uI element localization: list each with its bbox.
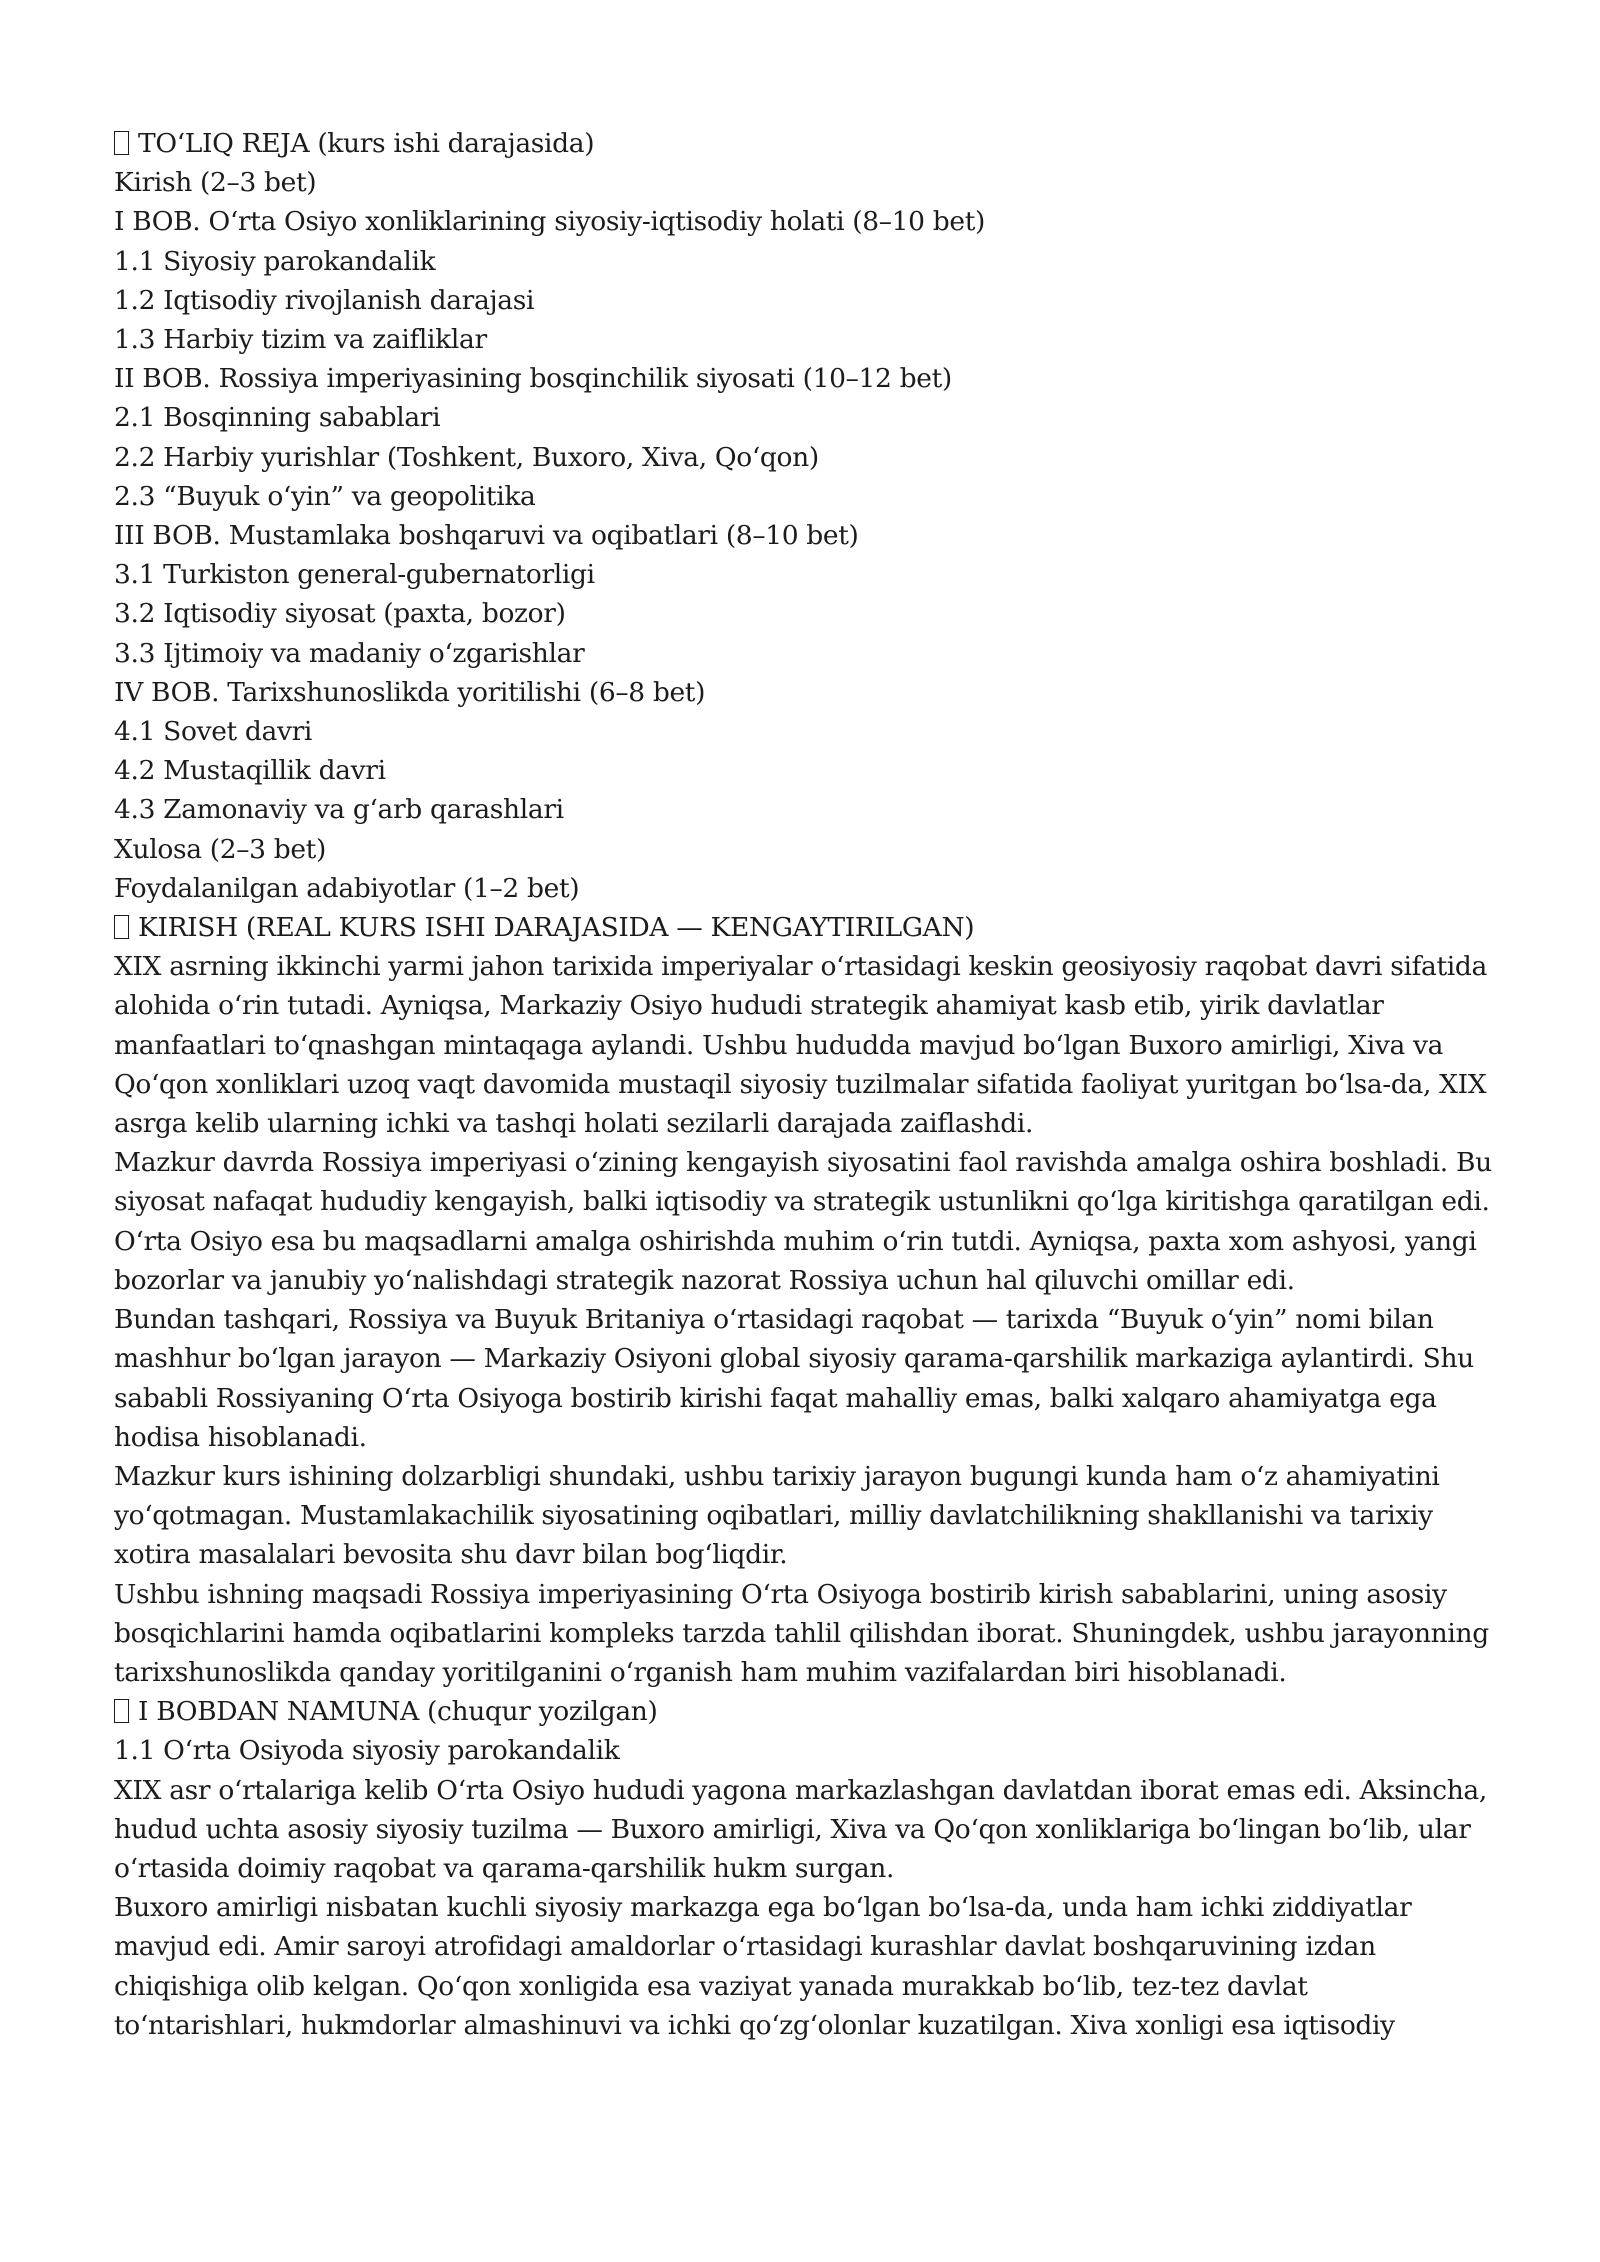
plan-item: 1.2 Iqtisodiy rivojlanish darajasi (114, 284, 535, 316)
plan-item: Xulosa (2–3 bet) (114, 833, 326, 865)
chapter-paragraph: XIX asr o‘rtalariga kelib O‘rta Osiyo hududi yagona markazlashgan davlatdan iborat emas edi. Aksincha, hudud uchta asosiy siyosiy tuzilma — Buxoro amirligi, Xiva va Qo‘qon xonliklariga bo‘lingan bo‘lib, ular o‘rtasida doimiy raqobat va qarama-qarshilik hukm surgan. (114, 1774, 1487, 1884)
plan-item: 2.1 Bosqinning sabablari (114, 402, 441, 434)
chapter-paragraph: Buxoro amirligi nisbatan kuchli siyosiy markazga ega bo‘lgan bo‘lsa-da, unda ham ichki ziddiyatlar mavjud edi. Amir saroyi atrofidagi amaldorlar o‘rtasidagi kurashlar davlat boshqaruvining izdan chiqishiga olib kelgan. Qo‘qon xonligida esa vaziyat yanada murakkab bo‘lib, tez-tez davlat to‘ntarishlari, hukmdorlar almashinuvi va ichki qo‘zg‘olonlar kuzatilgan. Xiva xonligi esa iqtisodiy (114, 1892, 1412, 2041)
plan-item: I BOB. O‘rta Osiyo xonliklarining siyosiy-iqtisodiy holati (8–10 bet) (114, 206, 986, 238)
intro-heading: KIRISH (REAL KURS ISHI DARAJASIDA — KENGAYTIRILGAN) (114, 908, 1494, 947)
plan-item: 3.3 Ijtimoiy va madaniy o‘zgarishlar (114, 637, 585, 669)
plan-section (114, 124, 1494, 908)
unknown-glyph-icon (114, 131, 129, 155)
plan-item: III BOB. Mustamlaka boshqaruvi va oqibatlari (8–10 bet) (114, 520, 859, 552)
plan-item: 4.3 Zamonaviy va g‘arb qarashlari (114, 794, 564, 826)
plan-item: 2.2 Harbiy yurishlar (Toshkent, Buxoro, Xiva, Qo‘qon) (114, 441, 819, 473)
plan-item: 1.3 Harbiy tizim va zaifliklar (114, 324, 487, 356)
chapter-sample-heading: I BOBDAN NAMUNA (chuqur yozilgan) (114, 1692, 1494, 1731)
unknown-glyph-icon (114, 915, 129, 939)
document-page (114, 124, 1494, 2045)
intro-paragraph: Bundan tashqari, Rossiya va Buyuk Britaniya o‘rtasidagi raqobat — tarixda “Buyuk o‘yin” nomi bilan mashhur bo‘lgan jarayon — Markaziy Osiyoni global siyosiy qarama-qarshilik markaziga aylantirdi. Shu sababli Rossiyaning O‘rta Osiyoga bostirib kirishi faqat mahalliy emas, balki xalqaro ahamiyatga ega hodisa hisoblanadi. (114, 1304, 1474, 1453)
plan-item: Kirish (2–3 bet) (114, 167, 317, 199)
plan-item: 3.1 Turkiston general-gubernatorligi (114, 559, 595, 591)
intro-paragraph: Ushbu ishning maqsadi Rossiya imperiyasining O‘rta Osiyoga bostirib kirish sabablarini, uning asosiy bosqichlarini hamda oqibatlarini kompleks tarzda tahlil qilishdan iborat. Shuningdek, ushbu jarayonning tarixshunoslikda qanday yoritilganini o‘rganish ham muhim vazifalardan biri hisoblanadi. (114, 1578, 1489, 1688)
plan-item: 3.2 Iqtisodiy siyosat (paxta, bozor) (114, 598, 566, 630)
unknown-glyph-icon (114, 1699, 129, 1723)
intro-section (114, 908, 1494, 1692)
intro-paragraph: XIX asrning ikkinchi yarmi jahon tarixida imperiyalar o‘rtasidagi keskin geosiyosiy raqobat davri sifatida alohida o‘rin tutadi. Ayniqsa, Markaziy Osiyo hududi strategik ahamiyat kasb etib, yirik davlatlar manfaatlari to‘qnashgan mintaqaga aylandi. Ushbu hududda mavjud bo‘lgan Buxoro amirligi, Xiva va Qo‘qon xonliklari uzoq vaqt davomida mustaqil siyosiy tuzilmalar sifatida faoliyat yuritgan bo‘lsa-da, XIX asrga kelib ularning ichki va tashqi holati sezilarli darajada zaiflashdi. (114, 951, 1487, 1140)
plan-item: 4.1 Sovet davri (114, 716, 313, 748)
plan-item: II BOB. Rossiya imperiyasining bosqinchilik siyosati (10–12 bet) (114, 363, 952, 395)
plan-item: 4.2 Mustaqillik davri (114, 755, 386, 787)
plan-item: 2.3 “Buyuk o‘yin” va geopolitika (114, 480, 536, 512)
chapter-sample-section (114, 1692, 1494, 2045)
chapter-sample-subheading: 1.1 O‘rta Osiyoda siyosiy parokandalik (114, 1735, 620, 1767)
plan-heading: TO‘LIQ REJA (kurs ishi darajasida) (114, 124, 1494, 163)
plan-item: IV BOB. Tarixshunoslikda yoritilishi (6–8 bet) (114, 676, 706, 708)
intro-paragraph: Mazkur kurs ishining dolzarbligi shundaki, ushbu tarixiy jarayon bugungi kunda ham o‘z ahamiyatini yo‘qotmagan. Mustamlakachilik siyosatining oqibatlari, milliy davlatchilikning shakllanishi va tarixiy xotira masalalari bevosita shu davr bilan bog‘liqdir. (114, 1460, 1440, 1571)
plan-item: 1.1 Siyosiy parokandalik (114, 245, 436, 277)
intro-paragraph: Mazkur davrda Rossiya imperiyasi o‘zining kengayish siyosatini faol ravishda amalga oshira boshladi. Bu siyosat nafaqat hududiy kengayish, balki iqtisodiy va strategik ustunlikni qo‘lga kiritishga qaratilgan edi. O‘rta Osiyo esa bu maqsadlarni amalga oshirishda muhim o‘rin tutdi. Ayniqsa, paxta xom ashyosi, yangi bozorlar va janubiy yo‘nalishdagi strategik nazorat Rossiya uchun hal qiluvchi omillar edi. (114, 1147, 1492, 1296)
plan-item: Foydalanilgan adabiyotlar (1–2 bet) (114, 872, 580, 904)
